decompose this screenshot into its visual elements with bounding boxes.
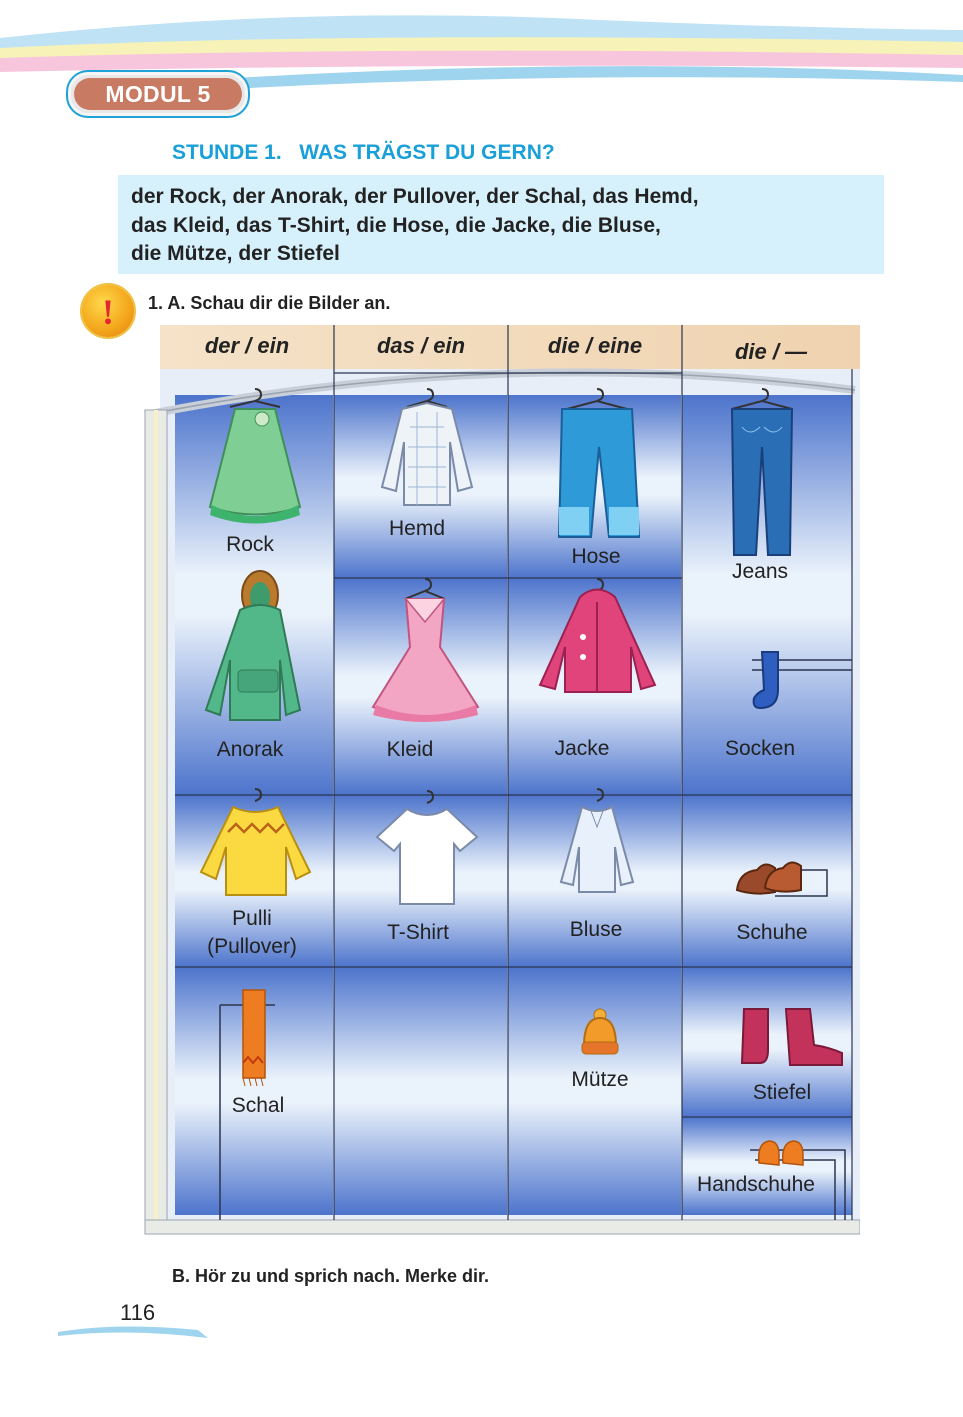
item-label-schuhe: Schuhe xyxy=(736,921,808,944)
blouse-icon xyxy=(557,787,637,897)
item-label-pulli xyxy=(207,905,297,961)
trousers-icon xyxy=(547,387,647,542)
item-label-pulli-line1: Pulli xyxy=(232,907,272,930)
lesson-title: STUNDE 1. WAS TRÄGST DU GERN? xyxy=(172,141,555,164)
module-label: MODUL 5 xyxy=(74,78,242,110)
jeans-icon xyxy=(722,387,802,557)
vocabulary-box xyxy=(118,175,884,274)
sock-icon xyxy=(750,650,790,712)
item-label-jeans: Jeans xyxy=(731,560,789,583)
item-label-tshirt: T-Shirt xyxy=(387,921,449,944)
pullover-icon xyxy=(198,787,313,897)
item-label-anorak: Anorak xyxy=(216,738,284,761)
item-label-socken: Socken xyxy=(724,737,796,760)
item-label-hemd: Hemd xyxy=(388,517,446,540)
item-label-kleid: Kleid xyxy=(386,738,434,761)
vocabulary-line-2: das Kleid, das T-Shirt, die Hose, die Jacke, die Bluse, xyxy=(131,214,661,237)
column-header-das: das / ein xyxy=(376,333,466,358)
page-number: 116 xyxy=(120,1300,156,1325)
jacket-icon xyxy=(535,577,660,697)
column-header-die-plural: die / — xyxy=(734,339,808,364)
task-b-instruction: B. Hör zu und sprich nach. Merke dir. xyxy=(172,1266,490,1286)
column-header-der: der / ein xyxy=(204,333,290,358)
task-a-instruction: 1. A. Schau dir die Bilder an. xyxy=(148,293,391,313)
vocabulary-line-3: die Mütze, der Stiefel xyxy=(131,242,340,265)
module-badge xyxy=(66,70,250,118)
item-label-handschuhe: Handschuhe xyxy=(697,1173,815,1196)
item-label-hose: Hose xyxy=(571,545,621,568)
hat-icon xyxy=(580,1008,620,1058)
tshirt-icon xyxy=(372,789,482,909)
shoes-icon xyxy=(735,850,830,900)
dress-icon xyxy=(368,577,483,727)
anorak-icon xyxy=(200,570,310,725)
item-label-muetze: Mütze xyxy=(571,1068,629,1091)
vocabulary-line-1: der Rock, der Anorak, der Pullover, der Schal, das Hemd, xyxy=(131,185,699,208)
item-label-stiefel: Stiefel xyxy=(752,1081,812,1104)
item-label-bluse: Bluse xyxy=(569,918,623,941)
exclamation-icon: ! xyxy=(82,285,134,337)
footer-wave-decoration xyxy=(58,1318,208,1348)
shirt-icon xyxy=(372,387,482,512)
item-label-rock: Rock xyxy=(226,533,274,556)
wardrobe-illustration xyxy=(140,325,860,1245)
item-label-jacke: Jacke xyxy=(554,737,610,760)
item-label-schal: Schal xyxy=(231,1094,285,1117)
boots-icon xyxy=(738,1005,848,1070)
scarf-icon xyxy=(235,988,275,1088)
gloves-icon xyxy=(755,1133,815,1168)
skirt-icon xyxy=(200,387,310,527)
item-label-pulli-line2: (Pullover) xyxy=(207,935,297,958)
column-header-die-eine: die / eine xyxy=(547,333,643,358)
